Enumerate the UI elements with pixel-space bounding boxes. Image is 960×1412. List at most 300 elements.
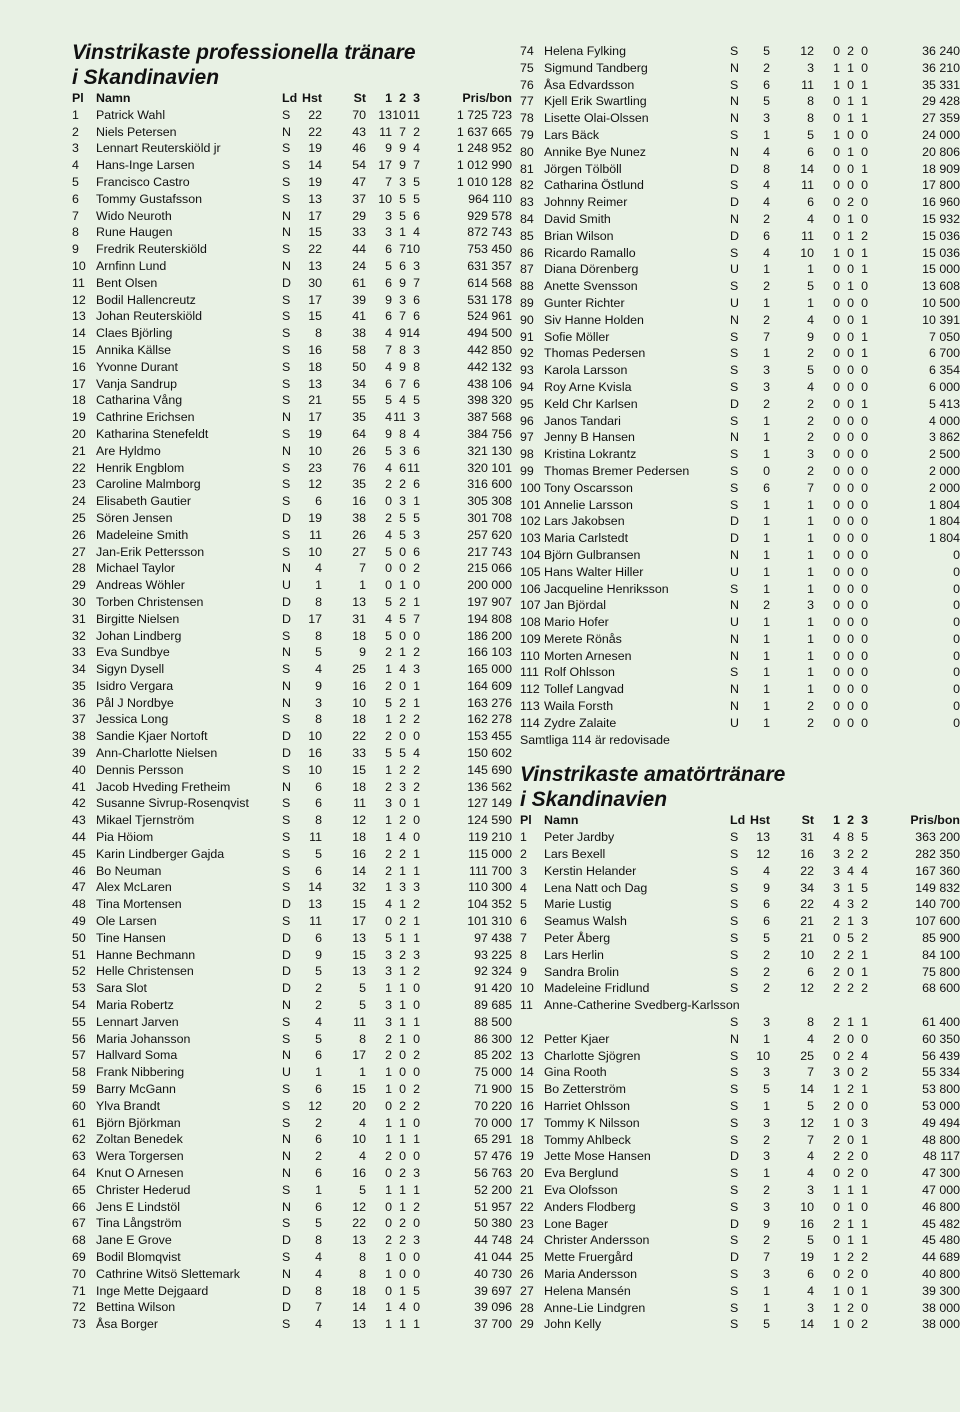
country: N	[282, 1048, 291, 1063]
wins: 1	[833, 1283, 840, 1298]
table-row	[72, 476, 512, 493]
table-row	[72, 1148, 512, 1165]
rank: 5	[520, 897, 527, 912]
country: N	[730, 430, 739, 445]
horses: 1	[763, 497, 770, 512]
horses: 6	[315, 1166, 322, 1180]
horses: 1	[315, 1182, 322, 1197]
thirds: 0	[861, 682, 868, 697]
rank: 109	[520, 631, 541, 646]
table-row	[72, 191, 512, 208]
starts: 2	[807, 699, 814, 714]
rank: 112	[520, 682, 540, 697]
table-row	[520, 1165, 960, 1182]
thirds: 0	[413, 1249, 420, 1264]
prize-money: 4 000	[928, 413, 960, 428]
country: S	[282, 174, 291, 189]
rank: 27	[72, 544, 86, 559]
trainer-name: Pia Höiom	[96, 830, 154, 845]
thirds: 1	[861, 262, 868, 277]
country: S	[282, 1014, 291, 1029]
wins: 5	[385, 393, 392, 408]
trainer-name: Ylva Brandt	[96, 1098, 161, 1113]
country: S	[730, 1132, 739, 1147]
table-row	[72, 594, 512, 611]
trainer-name: Maria Johansson	[96, 1031, 191, 1046]
wins: 5	[385, 695, 392, 710]
prize-money: 57 476	[474, 1149, 512, 1164]
rank: 30	[72, 594, 86, 609]
wins: 4	[385, 527, 392, 542]
country: S	[282, 242, 291, 257]
starts: 13	[352, 1317, 366, 1332]
table-row	[520, 1064, 960, 1081]
trainer-name: Patrick Wahl	[96, 107, 166, 122]
country: N	[730, 631, 739, 646]
wins: 3	[385, 964, 392, 979]
trainer-name: Rolf Ohlsson	[544, 665, 615, 680]
starts: 25	[352, 662, 366, 677]
starts: 18	[352, 1283, 366, 1298]
wins: 1	[385, 1182, 392, 1197]
table-row	[72, 1182, 512, 1199]
starts: 15	[352, 762, 366, 777]
thirds: 5	[861, 830, 868, 845]
thirds: 0	[861, 178, 868, 193]
horses: 8	[315, 1283, 322, 1298]
wins: 1	[833, 1250, 840, 1265]
rank: 29	[72, 578, 86, 593]
thirds: 1	[413, 594, 420, 609]
prize-money: 387 568	[467, 410, 512, 425]
table-row	[72, 208, 512, 225]
rank: 101	[520, 497, 541, 512]
table-row	[520, 597, 960, 614]
horses: 1	[763, 1300, 770, 1315]
prize-money: 1 637 665	[456, 124, 512, 139]
table-row	[72, 1283, 512, 1300]
thirds: 0	[861, 598, 868, 613]
prize-money: 86 300	[474, 1031, 512, 1046]
table-row	[72, 443, 512, 460]
prize-money: 68 600	[922, 981, 960, 996]
prize-money: 964 110	[468, 191, 512, 206]
prize-money: 363 200	[915, 830, 960, 845]
country: S	[730, 830, 739, 845]
header-st: St	[353, 91, 366, 105]
rank: 65	[72, 1182, 86, 1197]
starts: 17	[352, 1048, 366, 1063]
prize-money: 3 862	[928, 430, 960, 445]
country: S	[730, 1082, 739, 1097]
rank: 6	[520, 914, 527, 929]
trainer-name: Anders Flodberg	[544, 1199, 636, 1214]
rank: 20	[72, 426, 86, 441]
wins: 1	[385, 762, 392, 777]
rank: 24	[520, 1233, 534, 1248]
table-row	[72, 157, 512, 174]
horses: 2	[315, 1115, 322, 1130]
horses: 4	[763, 863, 770, 878]
prize-money: 0	[953, 598, 960, 613]
prize-money: 6 700	[928, 346, 960, 361]
trainer-name: Michael Taylor	[96, 561, 175, 576]
thirds: 0	[861, 195, 868, 210]
prize-money: 136 562	[467, 779, 512, 794]
wins: 2	[833, 1015, 840, 1030]
horses: 11	[309, 830, 322, 845]
prize-money: 0	[953, 715, 960, 730]
rank: 99	[520, 463, 534, 478]
trainer-name: Alex McLaren	[96, 880, 172, 895]
wins: 0	[833, 178, 840, 193]
prize-money: 15 932	[922, 211, 960, 226]
seconds: 1	[847, 1183, 854, 1197]
rank: 4	[520, 880, 527, 895]
trainer-name: Andreas Wöhler	[96, 578, 185, 593]
starts: 2	[807, 463, 814, 478]
horses: 13	[308, 258, 322, 273]
table-row	[520, 480, 960, 497]
seconds: 5	[399, 746, 406, 761]
prize-money: 1 804	[928, 531, 960, 546]
horses: 1	[763, 547, 770, 562]
seconds: 0	[847, 615, 854, 630]
rank: 51	[72, 947, 86, 962]
country: S	[730, 1166, 739, 1181]
country: N	[282, 678, 291, 693]
wins: 0	[833, 94, 840, 109]
rank: 106	[520, 581, 541, 596]
prize-money: 29 428	[922, 94, 960, 109]
horses: 2	[763, 1183, 770, 1197]
trainer-name: Johan Reuterskiöld	[96, 309, 203, 324]
trainer-name: Maria Carlstedt	[544, 531, 629, 546]
country: S	[730, 480, 739, 495]
country: S	[730, 897, 739, 912]
thirds: 0	[861, 564, 868, 579]
horses: 3	[763, 1115, 770, 1130]
header-name: Namn	[544, 813, 579, 828]
thirds: 0	[413, 1216, 420, 1231]
table-row	[72, 829, 512, 846]
rank: 80	[520, 144, 534, 159]
trainer-name: Charlotte Sjögren	[544, 1048, 641, 1063]
wins: 2	[385, 678, 392, 693]
right-column	[520, 43, 960, 1333]
thirds: 3	[413, 410, 420, 425]
prize-money: 165 000	[467, 662, 512, 677]
prize-money: 45 482	[922, 1216, 960, 1231]
thirds: 0	[413, 830, 420, 845]
trainer-name: Diana Dörenberg	[544, 262, 639, 277]
country: N	[282, 1132, 291, 1147]
horses: 2	[763, 60, 770, 75]
horses: 6	[763, 897, 770, 912]
country: S	[282, 141, 291, 156]
thirds: 6	[413, 477, 420, 492]
prize-money: 0	[953, 665, 960, 680]
rank: 111	[520, 665, 539, 680]
seconds: 1	[399, 1283, 406, 1298]
seconds: 1	[847, 144, 854, 159]
header-3: 3	[413, 91, 420, 105]
starts: 39	[352, 292, 366, 307]
table-row	[520, 413, 960, 430]
thirds: 4	[861, 1048, 868, 1063]
horses: 19	[308, 174, 322, 189]
rank: 19	[72, 410, 86, 425]
starts: 1	[807, 497, 814, 512]
table-row	[520, 93, 960, 110]
thirds: 1	[861, 1183, 868, 1197]
wins: 2	[833, 947, 840, 962]
prize-money: 5 413	[928, 396, 960, 411]
starts: 5	[359, 1182, 366, 1197]
thirds: 6	[413, 208, 420, 223]
rank: 40	[72, 762, 86, 777]
prize-money: 53 000	[922, 1099, 960, 1114]
horses: 11	[309, 914, 322, 929]
thirds: 1	[413, 1317, 420, 1332]
horses: 2	[763, 211, 770, 226]
seconds: 2	[399, 712, 406, 727]
seconds: 1	[847, 1015, 854, 1030]
seconds: 2	[847, 947, 854, 962]
rank: 83	[520, 195, 534, 210]
thirds: 2	[413, 779, 420, 794]
country: D	[282, 746, 291, 761]
thirds: 0	[861, 497, 868, 512]
thirds: 4	[861, 863, 868, 878]
trainer-name: Arnfinn Lund	[96, 258, 167, 273]
country: D	[282, 1233, 291, 1248]
country: D	[282, 729, 291, 744]
thirds: 0	[861, 447, 868, 462]
table-row	[520, 930, 960, 947]
table-row	[72, 846, 512, 863]
trainer-name: Jan-Erik Pettersson	[96, 544, 205, 559]
starts: 1	[807, 295, 814, 310]
thirds: 0	[413, 628, 420, 643]
prize-money: 150 602	[467, 746, 512, 761]
wins: 0	[833, 346, 840, 361]
prize-money: 61 400	[922, 1015, 960, 1030]
trainer-name: Caroline Malmborg	[96, 477, 201, 492]
thirds: 6	[413, 292, 420, 307]
rank: 20	[520, 1166, 534, 1181]
prize-money: 55 334	[922, 1065, 960, 1080]
starts: 16	[352, 1166, 366, 1180]
rank: 18	[72, 393, 86, 408]
table-row	[72, 1215, 512, 1232]
horses: 12	[756, 847, 770, 862]
prize-money: 1 804	[928, 497, 960, 512]
starts: 14	[800, 1317, 814, 1332]
thirds: 2	[861, 931, 868, 946]
trainer-name: Siv Hanne Holden	[544, 312, 644, 327]
table-row	[520, 1316, 960, 1333]
prize-money: 0	[953, 564, 960, 579]
trainer-name: Jacob Hveding Fretheim	[96, 779, 231, 794]
starts: 4	[359, 1149, 366, 1164]
country: S	[282, 544, 291, 559]
prize-money: 215 066	[467, 561, 512, 576]
prize-money: 40 730	[474, 1266, 512, 1281]
wins: 1	[833, 77, 840, 92]
rank: 57	[72, 1048, 86, 1063]
prize-money: 316 600	[467, 477, 512, 492]
seconds: 2	[399, 1166, 406, 1180]
header-ld: Ld	[282, 91, 298, 105]
horses: 10	[756, 1048, 770, 1063]
country: S	[282, 107, 291, 122]
trainer-name: Francisco Castro	[96, 174, 190, 189]
seconds: 2	[399, 1216, 406, 1231]
country: N	[730, 312, 739, 327]
seconds: 0	[847, 1065, 854, 1080]
wins: 9	[385, 292, 392, 307]
thirds: 0	[413, 578, 420, 593]
prize-money: 53 800	[922, 1082, 960, 1097]
starts: 13	[352, 594, 366, 609]
thirds: 1	[861, 329, 868, 344]
thirds: 0	[861, 463, 868, 478]
country: N	[730, 60, 739, 75]
trainer-name: Sandie Kjaer Nortoft	[96, 729, 208, 744]
seconds: 0	[847, 312, 854, 327]
prize-money: 85 900	[922, 931, 960, 946]
table-row	[520, 1216, 960, 1233]
horses: 1	[763, 447, 770, 462]
thirds: 1	[861, 111, 868, 126]
horses: 23	[308, 460, 322, 475]
table-row	[520, 497, 960, 514]
rank: 90	[520, 312, 534, 327]
thirds: 11	[407, 107, 420, 122]
trainer-name: Åsa Borger	[96, 1317, 158, 1332]
prize-money: 65 291	[474, 1132, 512, 1147]
horses: 8	[763, 161, 770, 176]
starts: 20	[352, 1098, 366, 1113]
prize-money: 753 450	[467, 242, 512, 257]
starts: 4	[807, 1031, 814, 1046]
horses: 6	[315, 1199, 322, 1214]
starts: 2	[807, 396, 814, 411]
trainer-name: Ricardo Ramallo	[544, 245, 636, 260]
country: D	[730, 1250, 739, 1265]
prize-money: 89 685	[474, 998, 512, 1013]
table-row	[72, 1115, 512, 1132]
horses: 22	[308, 107, 322, 122]
rank: 25	[72, 510, 86, 525]
country: S	[730, 346, 739, 361]
seconds: 9	[399, 326, 406, 341]
table-row	[520, 1266, 960, 1283]
horses: 1	[763, 295, 770, 310]
seconds: 7	[399, 376, 406, 391]
prize-money: 167 360	[915, 863, 960, 878]
horses: 3	[763, 1015, 770, 1030]
trainer-name: Johan Lindberg	[96, 628, 182, 643]
seconds: 3	[399, 174, 406, 189]
trainer-name: Dennis Persson	[96, 762, 184, 777]
starts: 16	[800, 1216, 814, 1231]
table-row	[72, 426, 512, 443]
wins: 5	[385, 628, 392, 643]
prize-money: 127 149	[467, 796, 512, 811]
rank: 10	[520, 981, 534, 996]
thirds: 1	[413, 695, 420, 710]
table-row	[520, 513, 960, 530]
starts: 1	[807, 648, 814, 663]
wins: 2	[385, 1048, 392, 1063]
prize-money: 44 689	[922, 1250, 960, 1265]
thirds: 1	[861, 94, 868, 109]
trainer-name: Harriet Ohlsson	[544, 1099, 631, 1114]
prize-money: 38 000	[922, 1317, 960, 1332]
starts: 5	[807, 1099, 814, 1114]
horses: 1	[763, 514, 770, 529]
thirds: 3	[413, 1233, 420, 1248]
prize-money: 35 331	[922, 77, 960, 92]
rank: 42	[72, 796, 86, 811]
wins: 4	[385, 326, 392, 341]
horses: 8	[315, 326, 322, 341]
thirds: 6	[413, 544, 420, 559]
trainer-name: Roy Arne Kvisla	[544, 379, 632, 394]
thirds: 1	[413, 914, 420, 929]
thirds: 1	[413, 930, 420, 945]
thirds: 1	[413, 1182, 420, 1197]
prize-money: 48 800	[922, 1132, 960, 1147]
prize-money: 40 800	[922, 1266, 960, 1281]
thirds: 0	[861, 715, 868, 730]
thirds: 1	[861, 161, 868, 176]
thirds: 0	[861, 1300, 868, 1315]
starts: 12	[352, 1199, 366, 1214]
starts: 1	[807, 564, 814, 579]
seconds: 0	[847, 682, 854, 697]
rank: 74	[520, 44, 534, 58]
prize-money: 51 957	[474, 1199, 512, 1214]
wins: 1	[385, 1082, 392, 1097]
country: S	[282, 880, 291, 895]
horses: 17	[308, 292, 322, 307]
prize-money: 1 248 952	[456, 141, 512, 156]
table-row	[72, 124, 512, 141]
seconds: 1	[847, 1216, 854, 1231]
table-row	[520, 1048, 960, 1065]
rank: 86	[520, 245, 534, 260]
seconds: 0	[847, 379, 854, 394]
thirds: 0	[861, 631, 868, 646]
starts: 18	[352, 628, 366, 643]
wins: 1	[833, 127, 840, 142]
seconds: 1	[847, 1199, 854, 1214]
horses: 0	[763, 463, 770, 478]
rank: 48	[72, 897, 86, 912]
wins: 6	[385, 309, 392, 324]
table-row	[72, 1064, 512, 1081]
horses: 1	[763, 648, 770, 663]
table-row	[72, 1299, 512, 1316]
table-row	[520, 631, 960, 648]
starts: 9	[359, 645, 366, 660]
thirds: 2	[413, 1098, 420, 1113]
table-row	[72, 711, 512, 728]
rank: 19	[520, 1149, 534, 1164]
